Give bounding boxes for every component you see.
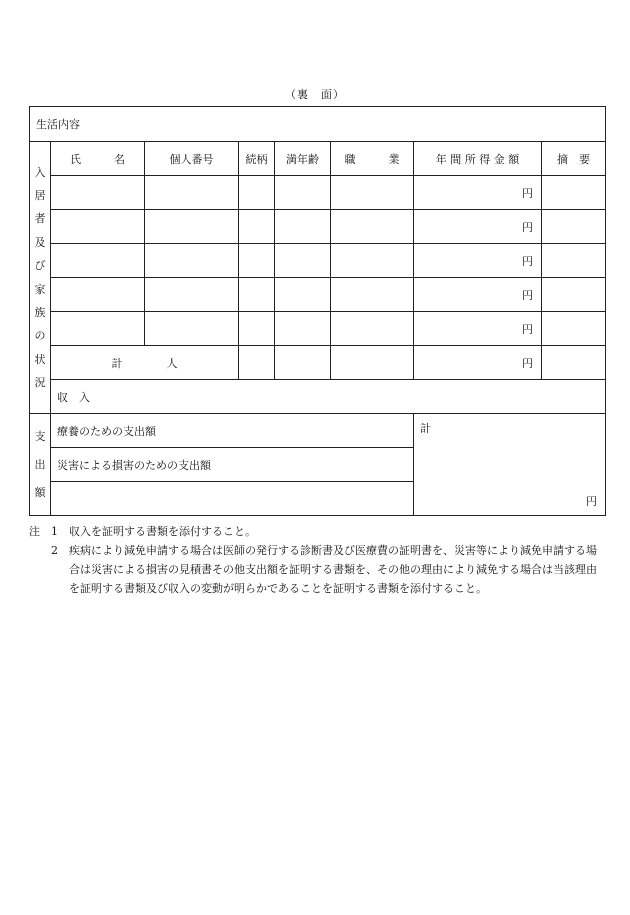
income-cell[interactable]: 円 <box>414 176 542 210</box>
notes-section <box>29 522 605 598</box>
table-row <box>30 176 606 210</box>
relation-cell[interactable] <box>239 346 275 380</box>
side-char: 状 <box>34 352 46 366</box>
occupation-cell[interactable] <box>331 244 414 278</box>
side-char: び <box>34 259 46 273</box>
side-char: の <box>34 329 46 343</box>
household-form-table <box>29 106 606 516</box>
side-char: 居 <box>34 188 46 202</box>
occupation-cell[interactable] <box>331 176 414 210</box>
side-char: 況 <box>34 376 46 390</box>
note-item <box>29 541 605 598</box>
note-item <box>29 522 605 541</box>
page-heading: （裏 面） <box>285 88 345 101</box>
name-cell[interactable] <box>51 278 145 312</box>
side-char: 者 <box>34 212 46 226</box>
income-cell[interactable]: 円 <box>414 244 542 278</box>
medical-expense-label: 療養のための支出額 <box>51 414 414 448</box>
age-cell[interactable] <box>275 176 331 210</box>
header-occupation: 職 業 <box>331 142 414 176</box>
note-text: 収入を証明する書類を添付すること。 <box>69 525 256 538</box>
age-cell[interactable] <box>275 312 331 346</box>
expense-side-label <box>30 414 51 516</box>
age-cell[interactable] <box>275 278 331 312</box>
side-char: 額 <box>34 485 46 499</box>
header-row <box>30 142 606 176</box>
other-expense-cell[interactable] <box>51 482 414 516</box>
side-char: 出 <box>34 457 46 471</box>
table-row <box>30 278 606 312</box>
total-persons-label: 計 人 <box>51 346 239 380</box>
total-income-cell[interactable]: 円 <box>414 346 542 380</box>
occupation-cell[interactable] <box>331 210 414 244</box>
notes-cell[interactable] <box>542 244 606 278</box>
side-char: 支 <box>34 429 46 443</box>
header-notes: 摘 要 <box>542 142 606 176</box>
name-cell[interactable] <box>51 244 145 278</box>
header-name: 氏 名 <box>51 142 145 176</box>
notes-cell[interactable] <box>542 210 606 244</box>
occupation-cell[interactable] <box>331 346 414 380</box>
id-number-cell[interactable] <box>145 176 239 210</box>
expense-sum-label: 計 <box>420 422 431 435</box>
header-relation: 続柄 <box>239 142 275 176</box>
notes-head: 注 <box>29 525 40 538</box>
disaster-expense-label: 災害による損害のための支出額 <box>51 448 414 482</box>
id-number-cell[interactable] <box>145 210 239 244</box>
header-age: 満年齢 <box>275 142 331 176</box>
life-content-label: 生活内容 <box>30 107 606 142</box>
side-char: 家 <box>34 282 46 296</box>
relation-cell[interactable] <box>239 278 275 312</box>
table-row <box>30 244 606 278</box>
name-cell[interactable] <box>51 176 145 210</box>
header-id-number: 個人番号 <box>145 142 239 176</box>
header-income: 年 間 所 得 金 額 <box>414 142 542 176</box>
age-cell[interactable] <box>275 244 331 278</box>
side-char: 入 <box>34 165 46 179</box>
note-number: 1 <box>51 525 58 538</box>
notes-cell[interactable] <box>542 176 606 210</box>
side-char: 及 <box>34 235 46 249</box>
occupation-cell[interactable] <box>331 278 414 312</box>
table-row <box>30 312 606 346</box>
expense-sum-cell[interactable] <box>414 414 606 516</box>
name-cell[interactable] <box>51 210 145 244</box>
relation-cell[interactable] <box>239 312 275 346</box>
id-number-cell[interactable] <box>145 312 239 346</box>
income-label: 収 入 <box>51 380 606 414</box>
note-number: 2 <box>51 544 58 557</box>
relation-cell[interactable] <box>239 210 275 244</box>
name-cell[interactable] <box>51 312 145 346</box>
age-cell[interactable] <box>275 346 331 380</box>
total-row <box>30 346 606 380</box>
income-cell[interactable]: 円 <box>414 278 542 312</box>
income-cell[interactable]: 円 <box>414 312 542 346</box>
side-char: 族 <box>34 305 46 319</box>
relation-cell[interactable] <box>239 244 275 278</box>
id-number-cell[interactable] <box>145 244 239 278</box>
relation-cell[interactable] <box>239 176 275 210</box>
notes-cell[interactable] <box>542 346 606 380</box>
id-number-cell[interactable] <box>145 278 239 312</box>
income-row <box>30 380 606 414</box>
household-side-label <box>30 142 51 414</box>
expense-sum-yen: 円 <box>586 495 597 508</box>
note-text: 疾病により減免申請する場合は医師の発行する診断書及び医療費の証明書を、災害等により減免申請する場合は災害による損害の見積書その他支出額を証明する書類を、その他の理由により減免する場合は当該理由を証明する書類及び収入の変動が明らかであることを証明する書類を添付すること。 <box>69 544 597 595</box>
income-cell[interactable]: 円 <box>414 210 542 244</box>
notes-cell[interactable] <box>542 278 606 312</box>
table-row <box>30 210 606 244</box>
age-cell[interactable] <box>275 210 331 244</box>
notes-cell[interactable] <box>542 312 606 346</box>
occupation-cell[interactable] <box>331 312 414 346</box>
